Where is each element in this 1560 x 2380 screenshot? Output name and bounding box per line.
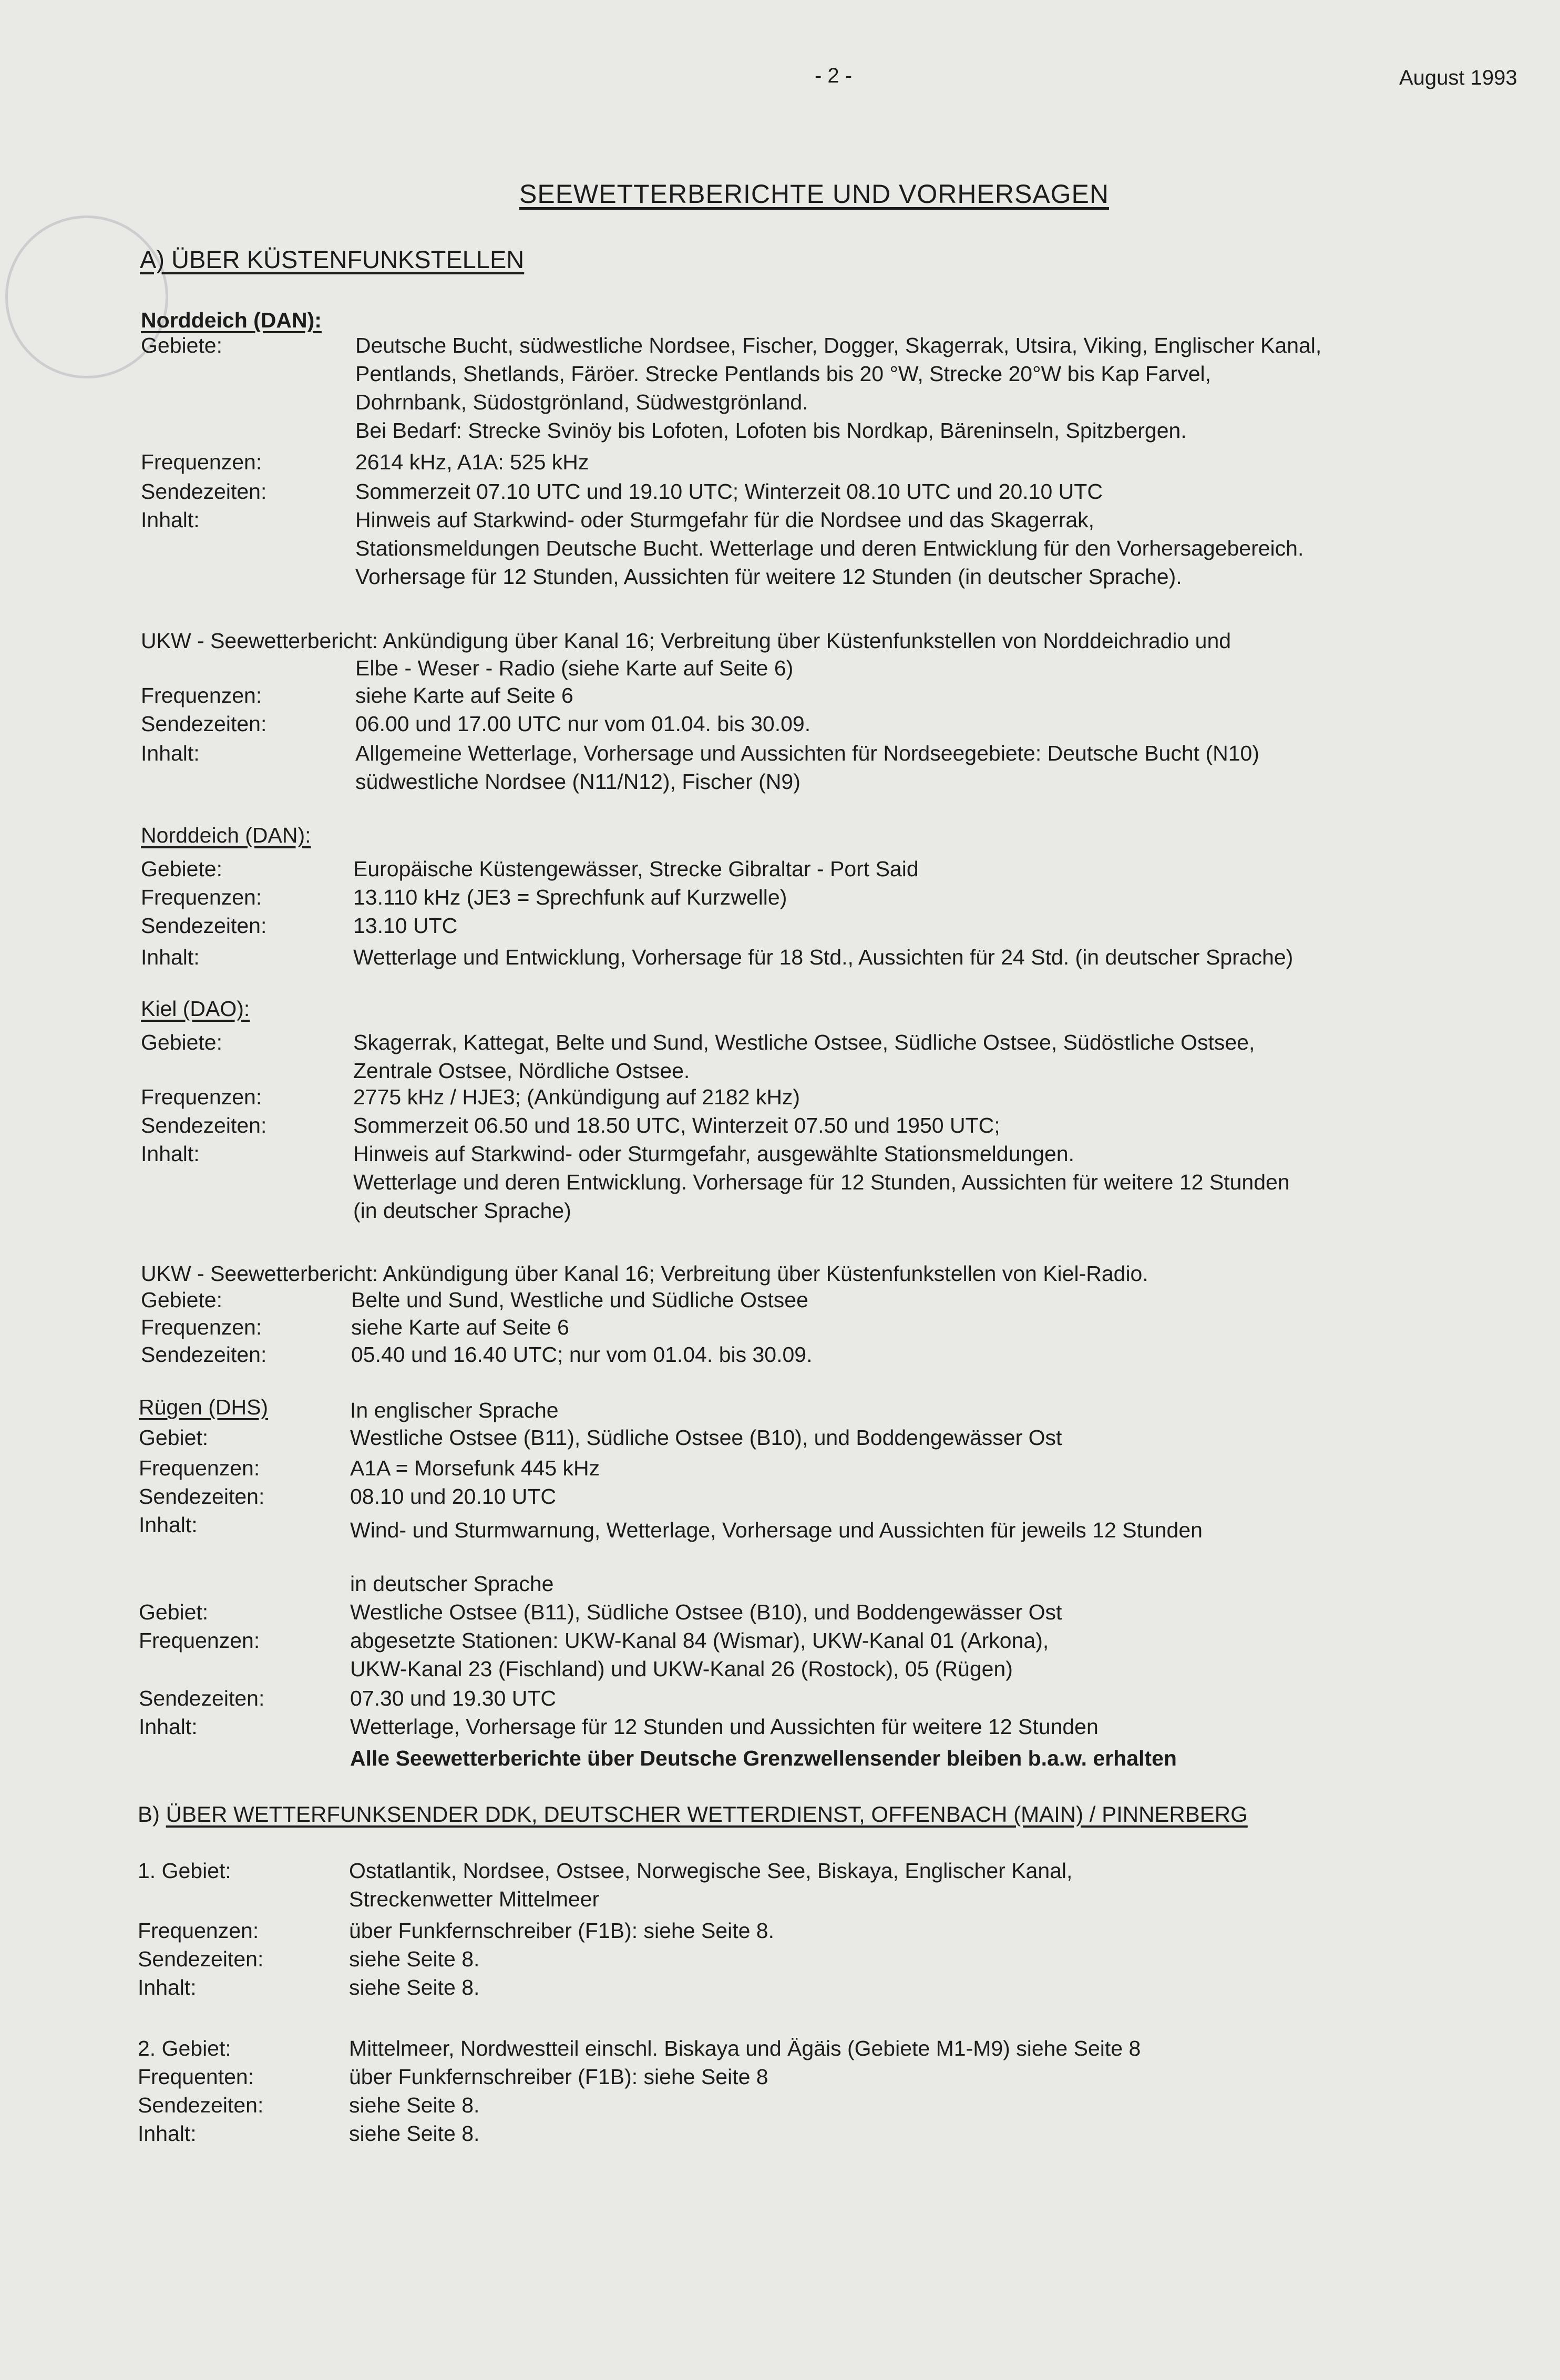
field-label: Frequenzen: — [139, 1456, 260, 1480]
field-label: Gebiete: — [141, 333, 222, 357]
field-value: Streckenwetter Mittelmeer — [349, 1887, 600, 1911]
field-value: Deutsche Bucht, südwestliche Nordsee, Fischer, Dogger, Skagerrak, Utsira, Viking, Englischer Kanal, — [355, 333, 1322, 357]
field-value: Pentlands, Shetlands, Färöer. Strecke Pentlands bis 20 °W, Strecke 20°W bis Kap Farvel, — [355, 362, 1212, 386]
field-value: siehe Karte auf Seite 6 — [355, 683, 573, 707]
field-value: siehe Seite 8. — [349, 1947, 480, 1971]
field-value: Vorhersage für 12 Stunden, Aussichten für weitere 12 Stunden (in deutscher Sprache). — [355, 565, 1182, 589]
field-label: Sendezeiten: — [139, 1484, 265, 1509]
field-value: Sommerzeit 07.10 UTC und 19.10 UTC; Winterzeit 08.10 UTC und 20.10 UTC — [355, 479, 1103, 504]
field-value: Westliche Ostsee (B11), Südliche Ostsee (B10), und Boddengewässer Ost — [350, 1425, 1062, 1450]
field-value: Dohrnbank, Südostgrönland, Südwestgrönland. — [355, 390, 808, 414]
field-value: Skagerrak, Kattegat, Belte und Sund, Westliche Ostsee, Südliche Ostsee, Südöstliche Ostsee, — [353, 1030, 1255, 1054]
field-label: Frequenzen: — [141, 1085, 262, 1109]
section-b-heading — [138, 1802, 1248, 1827]
field-value: Wetterlage, Vorhersage für 12 Stunden und Aussichten für weitere 12 Stunden — [350, 1715, 1099, 1739]
field-value: Wind- und Sturmwarnung, Wetterlage, Vorhersage und Aussichten für jeweils 12 Stunden — [350, 1518, 1203, 1542]
field-value: 08.10 und 20.10 UTC — [350, 1484, 557, 1509]
field-label: Sendezeiten: — [141, 1342, 267, 1367]
field-value: siehe Seite 8. — [349, 1975, 480, 1999]
field-value: südwestliche Nordsee (N11/N12), Fischer (N9) — [355, 770, 800, 794]
field-label: Inhalt: — [141, 508, 200, 532]
ukw-intro-2: UKW - Seewetterbericht: Ankündigung über Kanal 16; Verbreitung über Küstenfunkstellen von Kiel-Radio. — [141, 1261, 1148, 1286]
field-value: Hinweis auf Starkwind- oder Sturmgefahr, ausgewählte Stationsmeldungen. — [353, 1142, 1074, 1166]
field-label: Gebiete: — [141, 1288, 222, 1312]
field-label: Inhalt: — [138, 1975, 197, 1999]
field-label: Gebiet: — [139, 1425, 209, 1450]
note-grenzwellen: Alle Seewetterberichte über Deutsche Grenzwellensender bleiben b.a.w. erhalten — [350, 1746, 1177, 1770]
field-label: Frequenzen: — [139, 1628, 260, 1653]
field-value: Westliche Ostsee (B11), Südliche Ostsee (B10), und Boddengewässer Ost — [350, 1600, 1062, 1624]
field-value: Hinweis auf Starkwind- oder Sturmgefahr für die Nordsee und das Skagerrak, — [355, 508, 1095, 532]
field-label: Frequenzen: — [141, 450, 262, 474]
field-label: Sendezeiten: — [141, 479, 267, 504]
field-value: über Funkfernschreiber (F1B): siehe Seite 8 — [349, 2065, 768, 2089]
field-value: Ostatlantik, Nordsee, Ostsee, Norwegische See, Biskaya, Englischer Kanal, — [349, 1859, 1073, 1883]
field-value: 13.110 kHz (JE3 = Sprechfunk auf Kurzwelle) — [353, 885, 787, 909]
field-label: Frequenten: — [138, 2065, 254, 2089]
field-value: über Funkfernschreiber (F1B): siehe Seite 8. — [349, 1919, 774, 1943]
field-value: Mittelmeer, Nordwestteil einschl. Biskaya und Ägäis (Gebiete M1-M9) siehe Seite 8 — [349, 2036, 1141, 2060]
station-ruegen: Rügen (DHS) — [139, 1395, 269, 1419]
field-value: A1A = Morsefunk 445 kHz — [350, 1456, 600, 1480]
field-label: Frequenzen: — [141, 885, 262, 909]
field-label: Gebiete: — [141, 857, 222, 881]
ukw-intro-1-cont: Elbe - Weser - Radio (siehe Karte auf Seite 6) — [355, 656, 794, 680]
field-value: 05.40 und 16.40 UTC; nur vom 01.04. bis 30.09. — [351, 1342, 813, 1367]
field-value: 2614 kHz, A1A: 525 kHz — [355, 450, 589, 474]
station-norddeich-1: Norddeich (DAN): — [141, 308, 322, 332]
field-value: Wetterlage und deren Entwicklung. Vorhersage für 12 Stunden, Aussichten für weitere 12 Stunden — [353, 1170, 1290, 1194]
field-label: Inhalt: — [141, 741, 200, 765]
field-value: Sommerzeit 06.50 und 18.50 UTC, Winterzeit 07.50 und 1950 UTC; — [353, 1113, 1000, 1137]
field-value: Bei Bedarf: Strecke Svinöy bis Lofoten, Lofoten bis Nordkap, Bäreninseln, Spitzbergen. — [355, 418, 1187, 443]
field-value: siehe Seite 8. — [349, 2093, 480, 2117]
page-date: August 1993 — [1399, 66, 1517, 89]
field-label: 2. Gebiet: — [138, 2036, 231, 2060]
field-label: Frequenzen: — [138, 1919, 259, 1943]
field-label: Inhalt: — [138, 2121, 197, 2146]
language-german: in deutscher Sprache — [350, 1572, 554, 1596]
field-label: Inhalt: — [139, 1715, 198, 1739]
station-norddeich-2: Norddeich (DAN): — [141, 823, 311, 847]
field-value: Zentrale Ostsee, Nördliche Ostsee. — [353, 1059, 690, 1083]
field-label: Sendezeiten: — [138, 2093, 264, 2117]
field-label: Sendezeiten: — [141, 1113, 267, 1137]
field-value: siehe Seite 8. — [349, 2121, 480, 2146]
field-value: 06.00 und 17.00 UTC nur vom 01.04. bis 30.09. — [355, 712, 811, 736]
field-label: Inhalt: — [141, 945, 200, 969]
section-b-heading-text: ÜBER WETTERFUNKSENDER DDK, DEUTSCHER WETTERDIENST, OFFENBACH (MAIN) / PINNERBERG — [166, 1802, 1248, 1827]
field-value: 07.30 und 19.30 UTC — [350, 1686, 557, 1710]
field-label: Sendezeiten: — [139, 1686, 265, 1710]
field-value: Europäische Küstengewässer, Strecke Gibraltar - Port Said — [353, 857, 919, 881]
field-value: 2775 kHz / HJE3; (Ankündigung auf 2182 kHz) — [353, 1085, 800, 1109]
field-value: (in deutscher Sprache) — [353, 1198, 571, 1223]
field-value: abgesetzte Stationen: UKW-Kanal 84 (Wismar), UKW-Kanal 01 (Arkona), — [350, 1628, 1049, 1653]
section-b-prefix: B) — [138, 1802, 166, 1827]
field-label: Sendezeiten: — [141, 914, 267, 938]
field-label: Frequenzen: — [141, 1315, 262, 1339]
field-value: UKW-Kanal 23 (Fischland) und UKW-Kanal 26 (Rostock), 05 (Rügen) — [350, 1657, 1013, 1681]
page-number: - 2 - — [815, 64, 853, 87]
field-value: 13.10 UTC — [353, 914, 458, 938]
page-title: SEEWETTERBERICHTE UND VORHERSAGEN — [519, 179, 1110, 209]
field-label: Frequenzen: — [141, 683, 262, 707]
field-value: Stationsmeldungen Deutsche Bucht. Wetterlage und deren Entwicklung für den Vorhersagebereich. — [355, 536, 1304, 560]
field-value: Belte und Sund, Westliche und Südliche Ostsee — [351, 1288, 808, 1312]
field-value: Allgemeine Wetterlage, Vorhersage und Aussichten für Nordseegebiete: Deutsche Bucht (N10) — [355, 741, 1259, 765]
field-label: Sendezeiten: — [138, 1947, 264, 1971]
field-label: Gebiet: — [139, 1600, 209, 1624]
field-label: Inhalt: — [139, 1513, 198, 1537]
ukw-intro-1: UKW - Seewetterbericht: Ankündigung über Kanal 16; Verbreitung über Küstenfunkstellen von Norddeichradio und — [141, 629, 1231, 653]
field-label: 1. Gebiet: — [138, 1859, 231, 1883]
field-label: Inhalt: — [141, 1142, 200, 1166]
section-a-heading-text: A) ÜBER KÜSTENFUNKSTELLEN — [140, 245, 525, 273]
section-a-heading — [140, 245, 524, 274]
field-value: Wetterlage und Entwicklung, Vorhersage für 18 Std., Aussichten für 24 Std. (in deutscher Sprache) — [353, 945, 1294, 969]
language-english: In englischer Sprache — [350, 1398, 559, 1422]
field-value: siehe Karte auf Seite 6 — [351, 1315, 569, 1339]
field-label: Gebiete: — [141, 1030, 222, 1054]
station-kiel: Kiel (DAO): — [141, 997, 250, 1021]
field-label: Sendezeiten: — [141, 712, 267, 736]
